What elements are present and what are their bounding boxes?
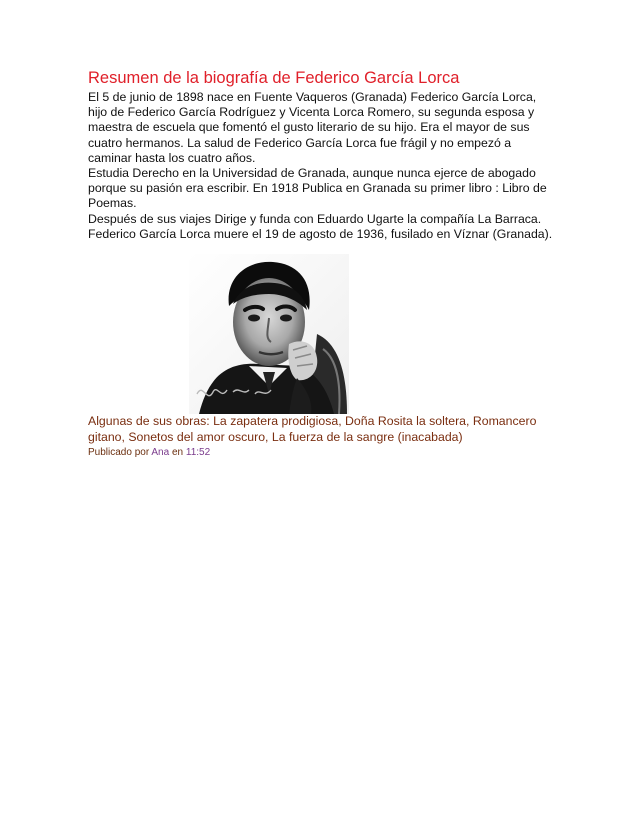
bio-paragraph-studies: Estudia Derecho en la Universidad de Granada, aunque nunca ejerce de abogado porque su pasión era escribir. En 1918 Publica en Granada su primer libro : Libro de Poemas.	[88, 166, 547, 211]
post-footer	[88, 446, 558, 459]
bio-paragraph-barraca: Después de sus viajes Dirige y funda con Eduardo Ugarte la compañía La Barraca.	[88, 211, 542, 226]
timestamp-link[interactable]: 11:52	[185, 447, 211, 459]
at-label: en	[171, 447, 184, 459]
document-page	[88, 68, 558, 459]
works-text: Algunas de sus obras: La zapatera prodigiosa, Doña Rosita la soltera, Romancero gitano, Sonetos del amor oscuro, La fuerza de la sangre (inacabada)	[88, 414, 537, 444]
bio-paragraph-birth: El 5 de junio de 1898 nace en Fuente Vaqueros (Granada) Federico García Lorca, hijo de Federico García Rodríguez y Vicenta Lorca Romero, su segunda esposa y maestra de escuela que fomentó el gusto literario de su hijo. Era el mayor de sus cuatro hermanos. La salud de Federico García Lorca fue frágil y no empezó a caminar hasta los cuatro años.	[88, 90, 537, 165]
published-by-label: Publicado por	[88, 447, 150, 459]
portrait-photo	[189, 254, 349, 414]
author-link[interactable]: Ana	[151, 447, 170, 459]
portrait-image	[189, 254, 349, 414]
bio-paragraph-death: Federico García Lorca muere el 19 de agosto de 1936, fusilado en Víznar (Granada).	[88, 226, 553, 241]
biography-text	[88, 90, 558, 242]
page-title: Resumen de la biografía de Federico García Lorca	[88, 69, 460, 87]
